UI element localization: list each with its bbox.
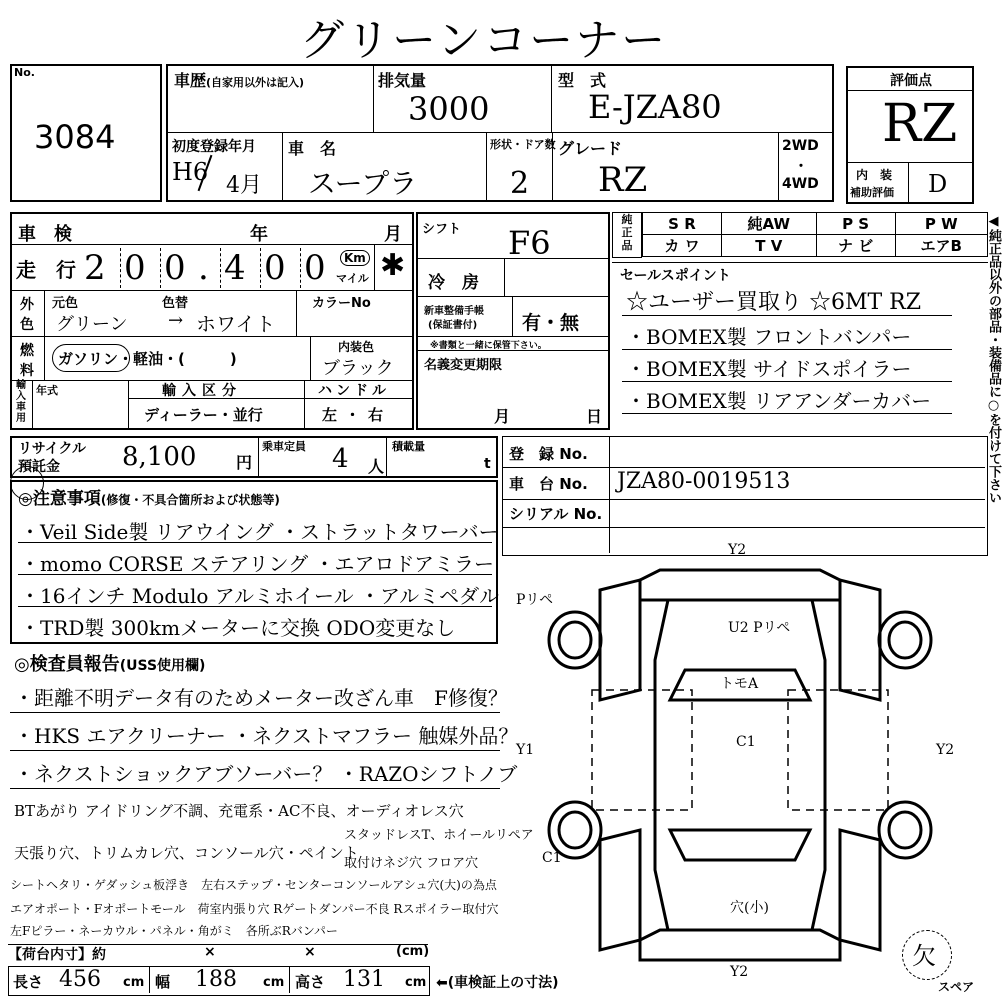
lot-label: No. [14,66,35,79]
sales-label: セールスポイント [620,268,731,284]
color-no-label: カラーNo [312,296,371,311]
report-line-1: ・距離不明データ有のためメーター改ざん車 F修復？ [14,686,508,710]
vehicle-header-box [166,64,834,202]
grade-value: RZ [598,160,648,200]
diagram-mark-8: C1 [542,850,562,866]
recycle-box [10,436,498,478]
wid-label: 幅 [155,973,171,991]
len-unit: cm [123,975,145,990]
hei-value: 131 [343,967,385,992]
service-label-2: (保証書付) [428,320,478,331]
interior-label-1: 内 装 [856,168,893,182]
diagram-mark-9: 穴(小) [730,900,769,916]
notes-line-4: ・TRD製 300kmメーターに交換 ODO変更なし [20,616,456,640]
shift-box [416,212,610,430]
diagram-rear-bumper [640,930,840,960]
capacity-value: 4 [332,444,349,474]
shift-value: F6 [508,224,551,262]
service-note: ※書類と一緒に保管下さい。 [430,341,547,351]
genuine-navi[interactable]: ナ ビ [816,235,895,257]
vehicle-details-box [10,212,414,430]
notes-label: ◎注意事項(修復・不具合箇所および状態等) [18,489,280,509]
diagram-mark-5: C1 [736,734,756,750]
color-orig-value: グリーン [56,314,128,335]
side-note: ◀純正品以外の部品・装備品に○を付けて下さい [986,214,1001,504]
diagram-right-rear-fender [840,830,880,950]
lot-box [10,64,162,202]
sales-line-2: ・BOMEX製 フロントバンパー [626,325,912,349]
diagram-wheel-fr [879,612,931,668]
diagram-right-door [788,690,888,810]
displacement-value: 3000 [408,90,490,128]
fuel-label-1: 燃 [20,343,34,359]
recycle-value: 8,100 [122,442,197,472]
capacity-unit: 人 [368,457,385,476]
import-class-label: 輸入区分 [162,383,242,399]
doors-value: 2 [510,166,530,201]
report-label: ◎検査員報告(USS使用欄) [14,654,206,675]
score-value: RZ [882,94,958,154]
color-change-label: 色替 [162,296,189,311]
notes-line-1: ・Veil Side製 リアウイング ・ストラットタワーバー [20,520,499,544]
lot-number: 3084 [34,118,116,156]
report-line-5: 天張り穴、トリムカレ穴、コンソール穴・ペイント [14,844,359,862]
name-change-month: 月 [494,407,511,426]
len-label: 長さ [13,973,44,991]
mileage-d1: 2 [84,248,106,288]
genuine-label: 純 正 品 [612,212,642,258]
name-change-label: 名義変更期限 [424,358,503,373]
genuine-ps[interactable]: P S [816,213,895,235]
diagram-wheel-fl [549,612,601,668]
wid-unit: cm [263,975,285,990]
diagram-front-bumper [640,570,840,600]
recycle-label-1: リサイクル [18,441,87,457]
handle-value: 左・右 [322,406,392,424]
diagram-rear-window [670,830,810,860]
color-label-2: 色 [20,317,34,333]
drive-4wd: 4WD [782,176,819,192]
diagram-mark-2: Pリペ [516,592,554,608]
sales-line-1: ☆ユーザー買取り ☆6MT RZ [626,290,922,315]
score-label: 評価点 [890,73,932,89]
color-changed-value: ホワイト [196,312,276,336]
diagram-mark-4: トモA [720,676,759,692]
genuine-airbag[interactable]: エアB [895,235,987,257]
diagram-left-front-fender [600,580,640,700]
len-value: 456 [59,967,101,992]
diagram-wheel-rr [879,802,931,858]
chassis-no-label: 車 台 No. [509,475,588,493]
interior-color-value: ブラック [322,358,394,379]
score-box [846,66,974,204]
mileage-d5: 4 [224,248,246,288]
inspection-year: 年 [250,224,268,245]
ac-label: 冷 房 [428,273,479,293]
cargo-label: 【荷台内寸】約 [8,947,106,963]
genuine-aw[interactable]: 純AW [721,213,816,235]
page-title: グリーンコーナー [300,15,668,66]
first-reg-year: H6 [172,158,209,186]
genuine-leather[interactable]: カ ワ [643,235,722,257]
spare-mark: 欠 [912,942,936,970]
first-reg-month: 4月 [226,173,262,198]
notes-line-2: ・momo CORSE ステアリング ・エアロドアミラー [20,552,494,576]
name-change-day: 日 [586,407,603,426]
recycle-unit: 円 [236,453,253,472]
mileage-d3: 0 [164,248,186,288]
mileage-unit-km: Km [340,250,370,266]
genuine-grid [642,212,988,257]
mileage-d2: 0 [124,248,146,288]
genuine-tv[interactable]: T V [721,235,816,257]
fuel-value: ガソリン・軽油・( ) [58,350,237,368]
first-reg-label: 初度登録年月 [172,139,256,155]
mileage-d4: . [198,248,209,288]
reg-no-label: 登 録 No. [509,445,588,463]
sales-line-3: ・BOMEX製 サイドスポイラー [626,357,912,381]
diagram-mark-7: Y2 [936,742,955,758]
color-orig-label: 元色 [52,296,79,311]
diagram-left-rear-fender [600,830,640,950]
hei-unit: cm [405,975,427,990]
mileage-mark: ✱ [380,248,406,283]
registration-box [502,436,988,556]
model-value: E-JZA80 [588,88,722,126]
service-label-1: 新車整備手帳 [424,306,484,317]
capacity-label: 乗車定員 [262,440,306,453]
genuine-sr[interactable]: S R [643,213,722,235]
color-label-1: 外 [20,297,34,313]
vehicle-diagram [516,540,980,980]
diagram-left-door [592,690,692,810]
drive-2wd: 2WD [782,138,819,154]
import-label: 輸 入 車 用 [16,380,26,424]
diagram-mark-6: Y1 [516,742,535,758]
interior-value: D [928,170,948,198]
diagram-mark-1: Y2 [728,542,747,558]
mileage-d6: 0 [264,248,286,288]
mileage-d7: 0 [304,248,326,288]
cargo-x1: × [204,944,216,960]
report-line-4: BTあがり アイドリング不調、充電系・AC不良、オーディオレス穴 [14,802,464,820]
report-line-8: シートヘタリ・ゲダッシュ板浮き 左右ステップ・センターコンソールアシュ穴(大)の為点 [10,878,497,892]
genuine-pw[interactable]: P W [895,213,987,235]
grade-label: グレード [558,139,623,158]
sales-line-4: ・BOMEX製 リアアンダーカバー [626,389,932,413]
handle-label: ハンドル [318,383,390,399]
cargo-unit: (cm) [396,944,430,959]
interior-label-2: 補助評価 [850,186,894,199]
report-line-7: 取付けネジ穴 フロア穴 [344,856,479,871]
import-year-label: 年式 [36,384,58,397]
report-line-3: ・ネクストショックアブソーバー？ ・RAZOシフトノブ [14,762,518,786]
diagram-body [655,600,825,930]
mileage-unit-mile: マイル [336,272,369,285]
inspection-month: 月 [384,224,402,245]
interior-color-label: 内装色 [338,340,375,354]
serial-no-label: シリアル No. [509,505,603,523]
sales-points-box [612,262,988,430]
notes-line-3: ・16インチ Modulo アルミホイール ・アルミペダル [20,584,500,608]
service-value: 有・無 [522,312,580,334]
dims-note: ⬅(車検証上の寸法) [436,975,559,991]
inspection-label: 車 検 [18,224,72,245]
load-label: 積載量 [392,440,425,453]
car-name-value: スープラ [308,167,418,200]
chassis-no-value: JZA80-0019513 [617,469,791,494]
dims-box [8,966,430,996]
cargo-x2: × [304,944,316,960]
import-class-value: ディーラー・並行 [144,406,263,424]
hei-label: 高さ [295,973,326,991]
car-name-label: 車 名 [288,139,337,158]
report-line-10: 左Fピラー・ネーカウル・パネル・角がミ 各所ぶRバンパー [10,924,338,938]
shift-label: シフト [422,222,462,237]
recycle-label-2: 預託金 [18,459,60,475]
report-line-6: スタッドレスT、ホイールリペア [344,828,534,843]
genuine-parts-box [612,212,988,258]
model-label: 型 式 [558,71,607,90]
diagram-mark-10: Y2 [730,964,749,980]
displacement-label: 排気量 [378,71,427,90]
report-line-2: ・HKS エアクリーナー ・ネクストマフラー 触媒外品？ [14,724,519,748]
report-line-9: エアオポート・Fオポートモール 荷室内張り穴 Rゲートダンパー不良 Rスポイラー取付穴 [10,902,499,916]
load-unit: t [484,456,491,472]
fuel-label-2: 料 [20,363,34,379]
diagram-right-front-fender [840,580,880,700]
notes-box [10,480,498,644]
color-arrow: → [168,310,184,331]
doors-label: 形状・ドア数 [490,138,556,151]
spare-label: スペア [938,980,975,994]
mileage-label: 走 行 [16,258,76,282]
drive-dot: ・ [794,159,808,175]
wid-value: 188 [195,967,237,992]
history-label: 車歴(自家用以外は記入) [174,71,305,90]
diagram-mark-3: U2 Pリペ [728,620,791,636]
